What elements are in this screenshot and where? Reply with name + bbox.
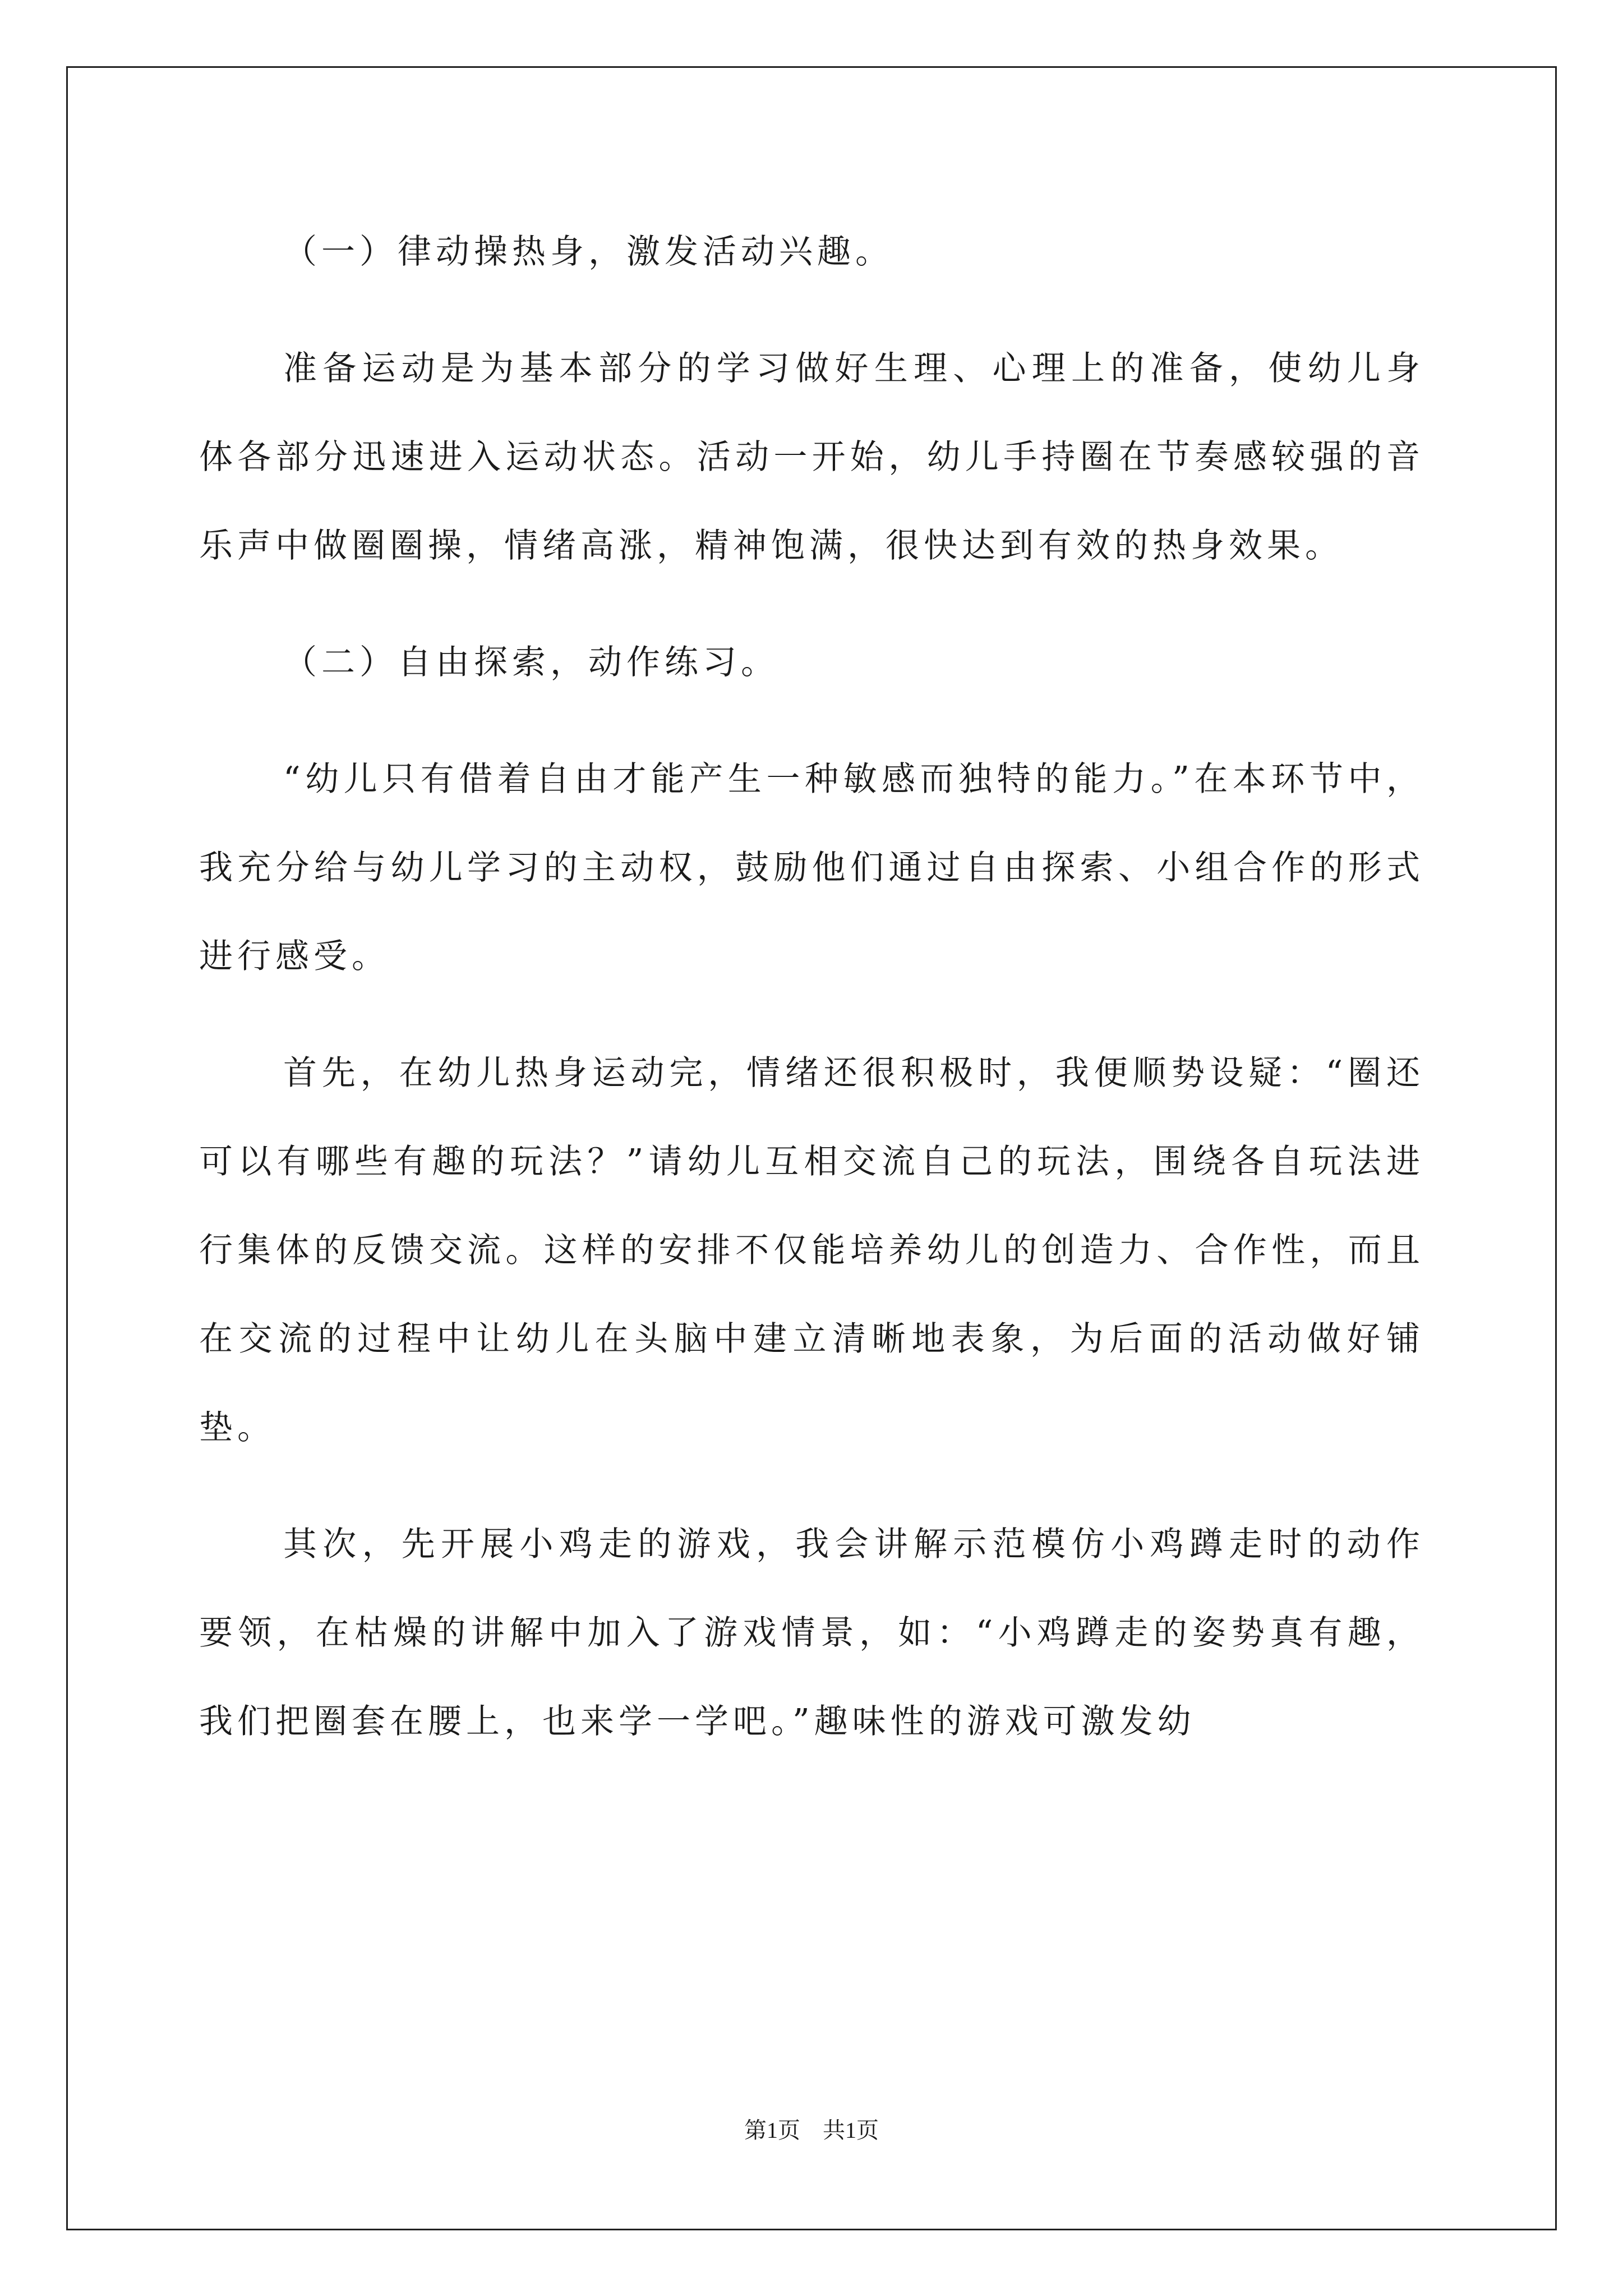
paragraph-free-exploration: “幼儿只有借着自由才能产生一种敏感而独特的能力。”在本环节中，我充分给与幼儿学习的主动权，鼓励他们通过自由探索、小组合作的形式进行感受。 bbox=[199, 760, 1424, 976]
document-body bbox=[199, 208, 1424, 1794]
paragraph-second-step: 其次，先开展小鸡走的游戏，我会讲解示范模仿小鸡蹲走时的动作要领，在枯燥的讲解中加入了游戏情景，如：“小鸡蹲走的姿势真有趣，我们把圈套在腰上，也来学一学吧。”趣味性的游戏可激发幼 bbox=[199, 1525, 1424, 1741]
page-number-footer: 第1页 共1页 bbox=[744, 2118, 879, 2143]
section-heading-1: （一）律动操热身，激发活动兴趣。 bbox=[283, 232, 893, 272]
section-heading-2: （二）自由探索，动作练习。 bbox=[283, 643, 779, 682]
paragraph-warmup: 准备运动是为基本部分的学习做好生理、心理上的准备，使幼儿身体各部分迅速进入运动状态。活动一开始，幼儿手持圈在节奏感较强的音乐声中做圈圈操，情绪高涨，精神饱满，很快达到有效的热身效果。 bbox=[199, 349, 1424, 565]
paragraph-first-step: 首先，在幼儿热身运动完，情绪还很积极时，我便顺势设疑：“圈还可以有哪些有趣的玩法？”请幼儿互相交流自己的玩法，围绕各自玩法进行集体的反馈交流。这样的安排不仅能培养幼儿的创造力、合作性，而且在交流的过程中让幼儿在头脑中建立清晰地表象，为后面的活动做好铺垫。 bbox=[199, 1053, 1424, 1447]
